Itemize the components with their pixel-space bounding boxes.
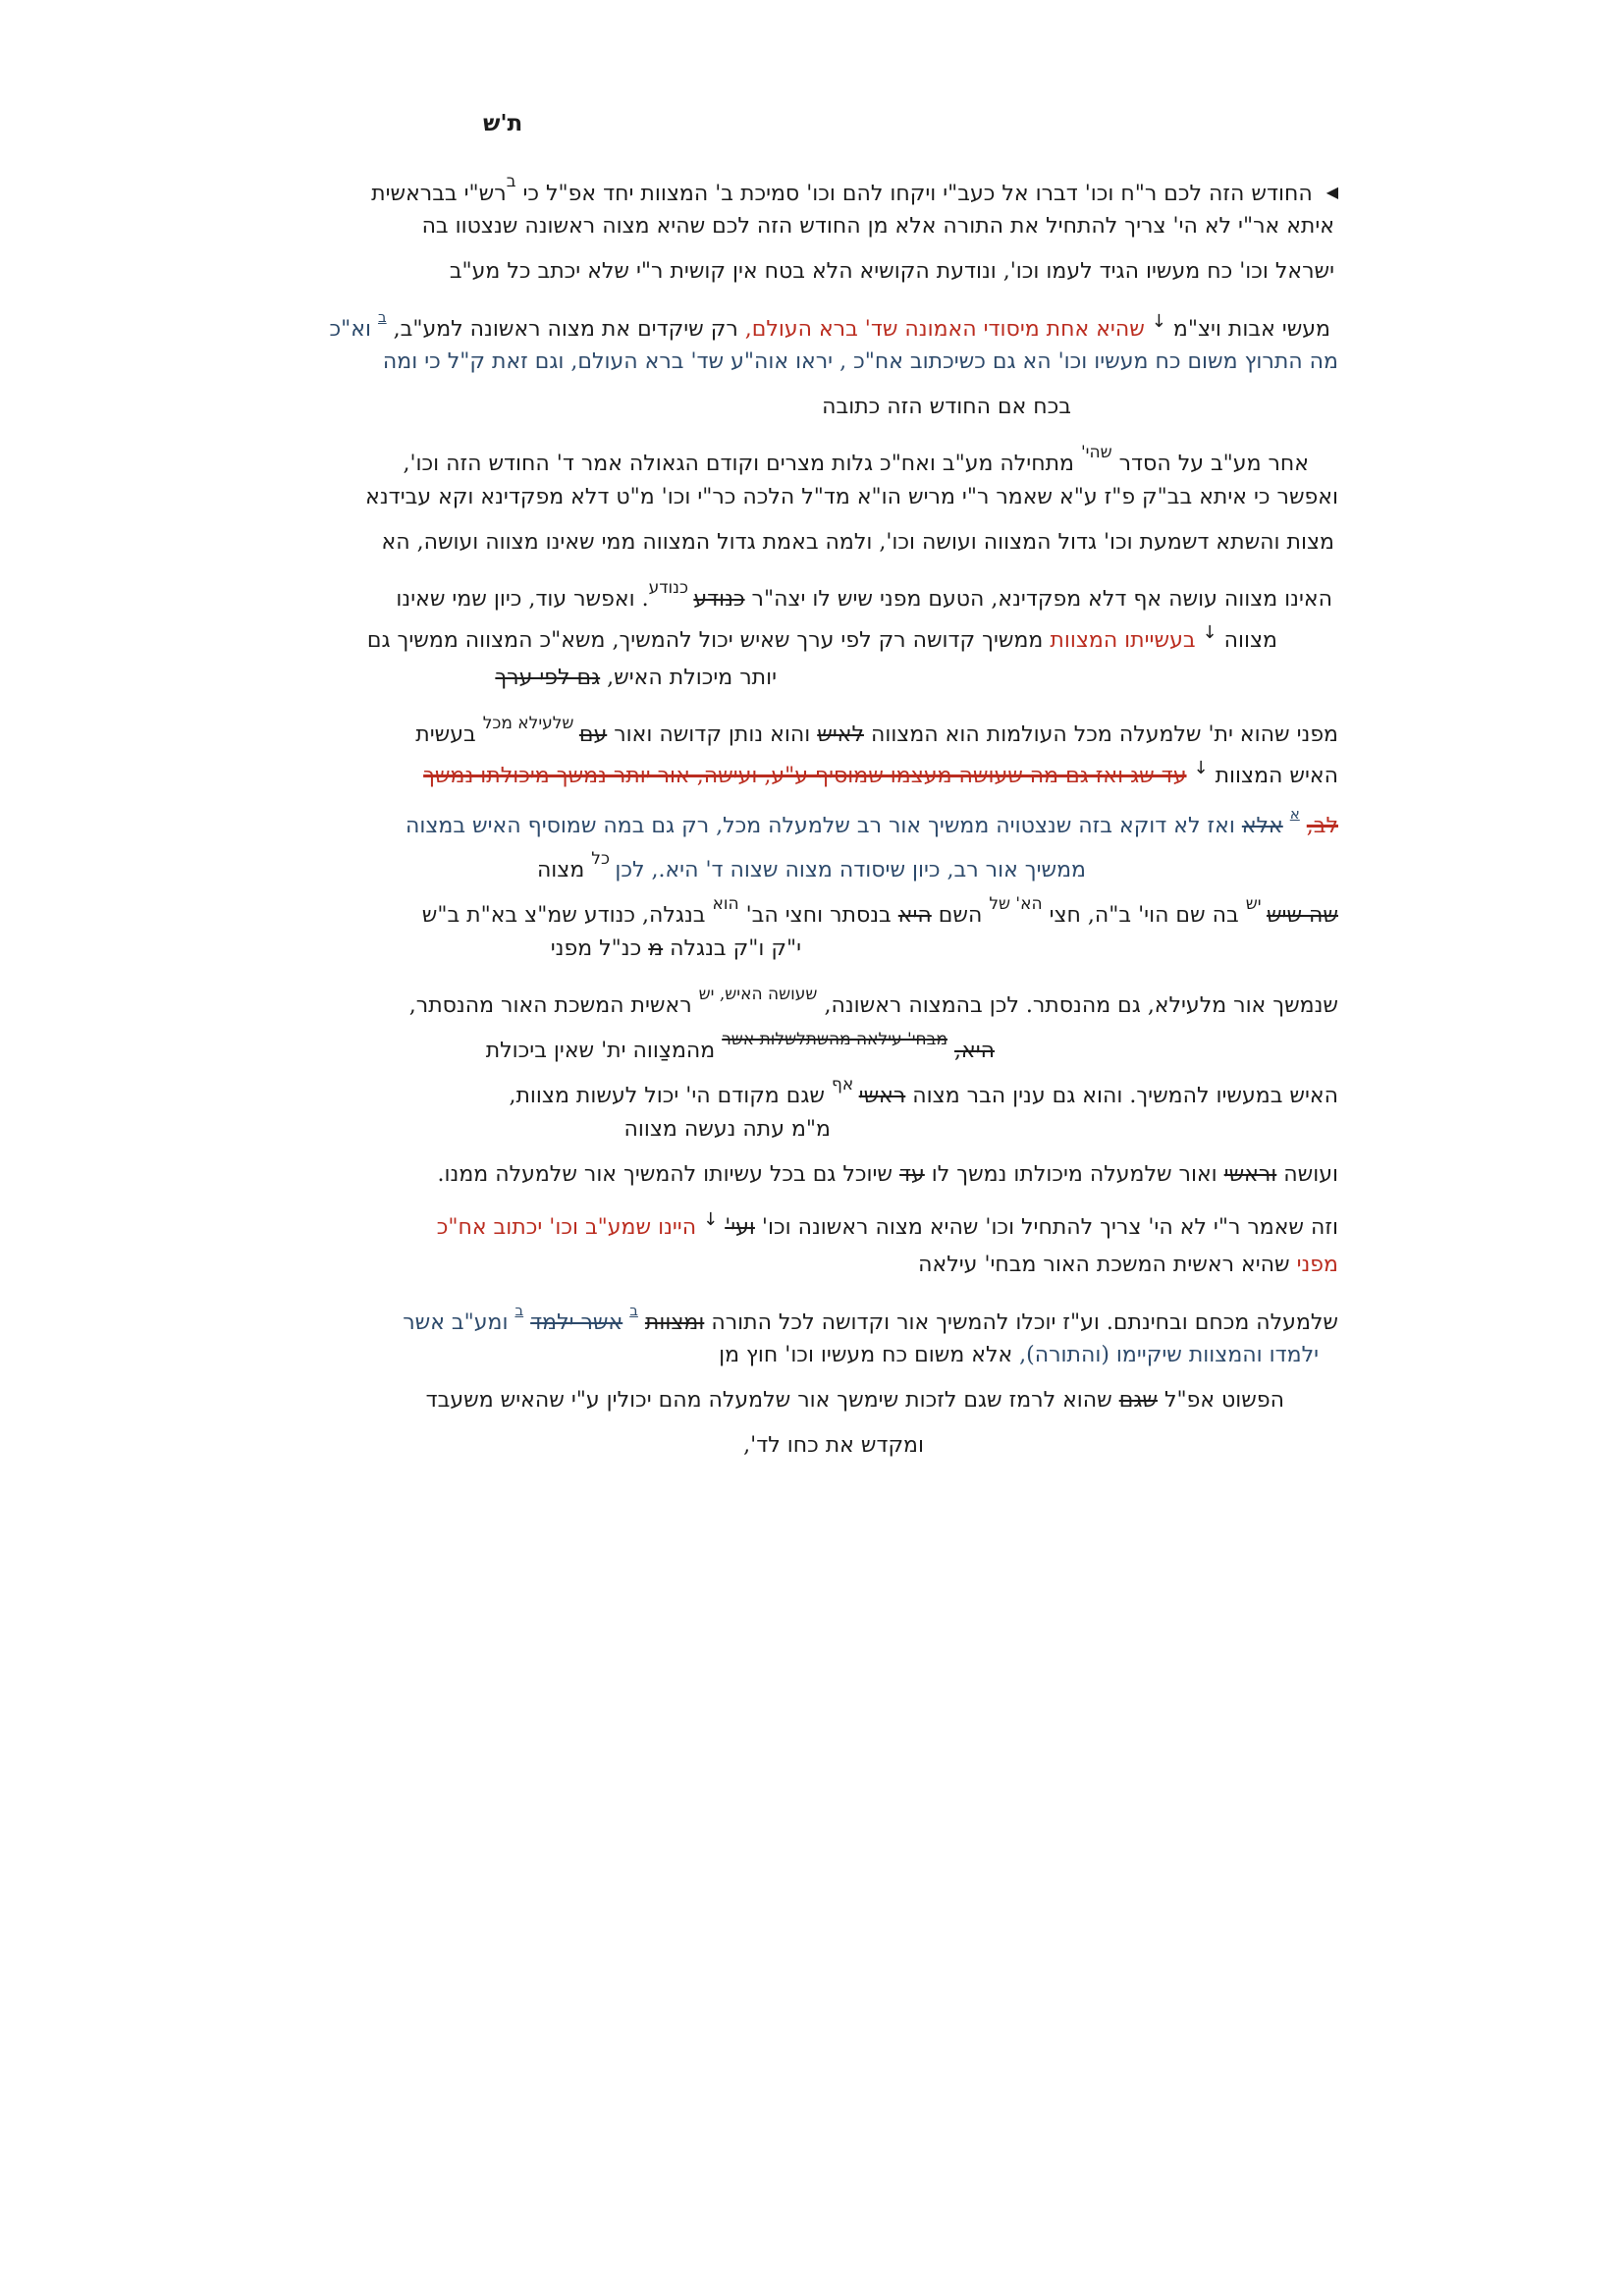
blue-insertion: ואז לא דוקא בזה שנצטויה ממשיך אור רב שלמעלה מכל, רק גם במה שמוסיף האיש במצוה [405,814,1242,838]
blue-insertion: וא"כ [329,317,378,342]
red-insertion: בעשייתו המצוות [1050,628,1203,653]
blue-insertion: ממשיך אור רב, כיון שיסודה מצוה שצוה ד' היא., לכן [615,858,1086,882]
struck-text: כנודע [693,587,745,612]
insertion-arrow-icon: ↓ [1202,622,1217,643]
superscript-insertion: אף [832,1075,859,1095]
text-segment: החודש הזה לכם ר"ח וכו' דברו אל כעב"י ויקחו להם וכו' סמיכת ב' המצוות יחד אפ"ל כי [515,182,1326,206]
text-line [330,972,1338,1017]
superscript-insertion: יש [1245,894,1267,914]
text-segment: מצווה [1217,628,1277,653]
text-segment: בעשית [415,722,483,747]
text-segment: רק שיקדים את מצוה ראשונה למע"ב, [386,317,745,342]
page-label: ת'ש [483,110,523,136]
footnote-marker: ב [514,1302,524,1319]
text-segment: האינו מצווה עושה אף דלא מפקדינא, הטעם מפני שיש לו יצה"ר [744,587,1332,612]
text-line [330,656,777,701]
struck-text: גם לפי ערך [495,666,601,690]
text-line [330,791,1338,836]
text-segment: ממשיך קדושה רק לפי ערך שאיש יכול להמשיך, משא"כ המצווה ממשיך גם [366,628,1051,653]
struck-text: ומצוות [644,1310,705,1335]
text-segment: מצות והשתא דשמעת וכו' גדול המצווה ועושה וכו', ולמה באמת גדול המצווה ממי שאינו מצווה ועושה, הא [381,530,1334,555]
footnote-marker: ב [506,172,516,191]
text-line [330,430,1309,475]
text-segment: איתא אר"י לא הי' צריך להתחיל את התורה אלא מן החודש הזה לכם שהיא מצוה ראשונה שנצטוו בה [421,214,1334,239]
text-block [330,159,1338,1468]
text-line [330,1243,1338,1288]
text-segment: הפשוט אפ"ל [1157,1388,1284,1413]
paragraph-marker-icon: ◀ [1325,183,1338,201]
text-segment: י"ק ו"ק בנגלה [663,936,801,961]
struck-superscript: מבחי' עילאה מהשתלשלות אשר [722,1030,947,1049]
struck-text: היא, [954,1039,995,1063]
text-line [330,611,1277,656]
struck-text: עם [578,722,608,747]
insertion-arrow-icon: ↓ [1151,311,1166,332]
text-line [330,1198,1338,1243]
struck-text: ראשי [858,1084,906,1108]
text-segment [1300,814,1307,838]
text-segment: אחר מע"ב על הסדר [1111,452,1309,476]
text-line [330,836,1086,881]
text-segment: שהיא ראשית המשכת האור מבחי' עילאה [918,1253,1297,1277]
text-segment: מעשי אבות ויצ"מ [1165,317,1330,342]
struck-text: וראשי [1223,1162,1277,1187]
insertion-arrow-icon: ↓ [703,1209,719,1230]
struck-blue-text: אשר ילמד [530,1310,623,1335]
superscript-insertion: שהי' [1080,443,1112,462]
text-line [330,1288,1338,1333]
text-segment: ואור שלמעלה מיכולתו נמשך לו [924,1162,1224,1187]
text-segment: בנגלה, כנודע שמ"צ בא"ת ב"ש [421,903,713,928]
text-line [330,1107,831,1152]
text-segment: שנמשך אור מלעילא, גם מהנסתר. לכן בהמצוה ראשונה, [817,993,1338,1018]
text-line [330,746,1338,791]
text-segment: האיש במעשיו להמשיך. והוא גם ענין הבר מצוה [905,1084,1338,1108]
text-segment: שגם מקודם הי' יכול לעשות מצוות, [509,1084,832,1108]
text-segment: ועושה [1276,1162,1338,1187]
text-segment: והוא נותן קדושה ואור [607,722,818,747]
text-line [330,520,1334,565]
text-line [330,340,1338,385]
footnote-marker: ב [377,308,387,326]
insertion-arrow-icon: ↓ [1193,758,1209,778]
red-insertion: היינו שמע"ב וכו' יכתוב אח"כ [436,1215,704,1240]
text-segment: . ואפשר עוד, כיון שמי שאינו [396,587,649,612]
text-segment: רש"י בבראשית [371,182,507,206]
blue-insertion: ילמדו והמצוות שיקיימו (והתורה), [1019,1343,1319,1367]
text-line [330,881,1338,927]
red-insertion: שהיא אחת מיסודי האמונה שד' ברא העולם, [744,317,1152,342]
text-line [330,294,1330,340]
text-segment [1283,814,1290,838]
text-segment [947,1039,954,1063]
struck-text: מ [648,936,664,961]
text-segment: כנ"ל מפני [550,936,649,961]
text-line [330,1378,1284,1423]
text-segment: שהוא לרמז שגם לזכות שימשך אור שלמעלה מהם יכולין ע"י שהאיש משעבד [425,1388,1119,1413]
text-segment: בנסתר וחצי הב' [738,903,898,928]
blue-insertion: מה התרוץ משום כח מעשיו וכו' הא גם כשיכתוב אח"כ , יראו אוה"ע שד' ברא העולם, וגם זאת ק"ל כי ומה [382,349,1338,374]
text-line [330,701,1338,746]
struck-text: היא [897,903,932,928]
struck-text: עד [899,1162,925,1187]
text-line [330,204,1334,249]
text-line [330,927,801,972]
text-segment: מהמצַווה ית' שאין ביכולת [485,1039,723,1063]
text-line [330,1423,924,1468]
superscript-insertion: שעושה האיש, יש [698,985,818,1004]
struck-red-text: לב, [1306,814,1338,838]
text-segment: ראשית המשכת האור מהנסתר, [408,993,699,1018]
text-segment: שיוכל גם בכל עשיותו להמשיך אור שלמעלה ממנו. [437,1162,900,1187]
text-line [330,1017,995,1062]
struck-red-text: עד שג ואז גם מה שעושה מעצמו שמוסיף ע"ע, ועישה, אור יותר נמשך מיכולתו נמשך [423,764,1187,788]
text-line [330,1152,1338,1198]
text-segment: השם [931,903,990,928]
text-segment [1187,764,1194,788]
text-segment: אלא משום כח מעשיו וכו' חוץ מן [719,1343,1020,1367]
struck-text: ועי' [725,1215,755,1240]
text-segment: מ"מ עתה נעשה מצווה [623,1117,831,1142]
text-segment: מתחילה מע"ב ואח"כ גלות מצרים וקודם הגאולה אמר ד' החודש הזה וכו', [403,452,1081,476]
text-line [330,159,1338,204]
superscript-insertion: הוא [712,894,739,914]
footnote-marker: ב [629,1302,638,1319]
text-segment: מצוה [536,858,592,882]
struck-blue-text: אלא [1241,814,1283,838]
text-segment: בה שם הוי' ב"ה, חצי [1042,903,1246,928]
superscript-insertion: כנודע [648,578,694,598]
text-line [330,385,1071,430]
text-line [330,565,1332,611]
struck-text: שה שיש [1266,903,1338,928]
text-segment: שלמעלה מכחם ובחינתם. וע"ז יוכלו להמשיך אור וקדושה לכל התורה [704,1310,1338,1335]
superscript-insertion: כל [591,849,616,869]
red-insertion: מפני [1296,1253,1338,1277]
text-line [330,1333,1319,1378]
text-line [330,1062,1338,1107]
text-segment: בכח אם החודש הזה כתובה [822,395,1071,419]
text-segment: ומקדש את כחו לד', [743,1433,924,1458]
text-segment: ואפשר כי איתא בב"ק פ"ז ע"א שאמר ר"י מריש הו"א מד"ל הלכה כר"י וכו' מ"ט דלא מפקדינא וקא עבידנא [365,485,1338,509]
blue-insertion: ומע"ב אשר [403,1310,515,1335]
text-segment: ישראל וכו' כח מעשיו הגיד לעמו וכו', ונודעת הקושיא הלא בטח אין קושית ר"י שלא יכתב כל מע"ב [449,259,1334,284]
footnote-marker: א [1289,805,1300,823]
superscript-insertion: שלעילא מכל [482,714,579,733]
text-segment: האיש המצוות [1208,764,1338,788]
text-segment: וזה שאמר ר"י לא הי' צריך להתחיל וכו' שהיא מצוה ראשונה וכו' [754,1215,1338,1240]
struck-text: לאיש [817,722,864,747]
superscript-insertion: הא' של [989,894,1043,914]
text-segment: מפני שהוא ית' שלמעלה מכל העולמות הוא המצווה [863,722,1338,747]
struck-text: שגם [1118,1388,1158,1413]
text-segment [638,1310,645,1335]
text-line [330,249,1334,294]
text-line [330,475,1338,520]
text-segment: יותר מיכולת האיש, [600,666,777,690]
